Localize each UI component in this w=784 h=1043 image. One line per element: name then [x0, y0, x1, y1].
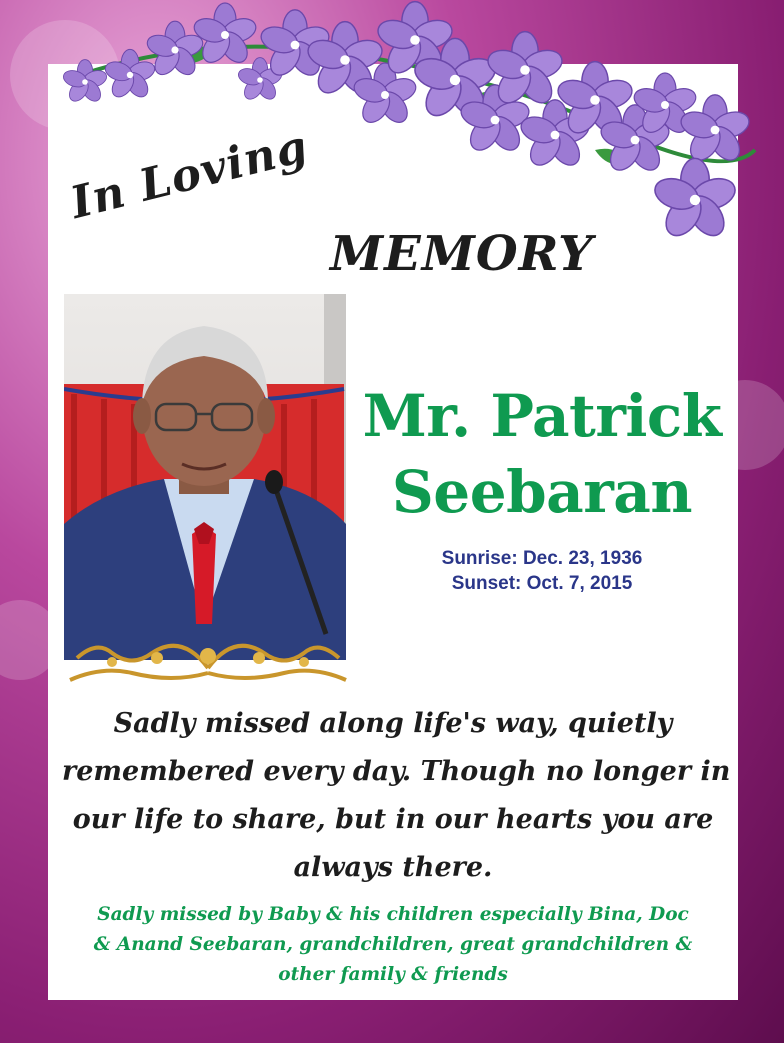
in-loving-title: In Loving: [65, 120, 314, 229]
sunrise-date: Sunrise: Dec. 23, 1936: [441, 548, 643, 569]
name-line-2: Seebaran: [391, 458, 693, 526]
tribute-line: & Anand Seebaran, grandchildren, great grandchildren &: [93, 934, 693, 955]
tribute-text: [60, 900, 726, 990]
poem-line: Sadly missed along life's way, quietly: [113, 708, 673, 739]
purple-flowers-icon: [55, 0, 765, 250]
name-line-1: Mr. Patrick: [362, 382, 722, 450]
tribute-line: other family & friends: [278, 964, 508, 985]
tribute-line: Sadly missed by Baby & his children especially Bina, Doc: [97, 904, 689, 925]
poem-line: our life to share, but in our hearts you are: [72, 804, 714, 835]
life-dates: [346, 546, 738, 596]
poem-line: remembered every day. Though no longer in: [62, 756, 731, 787]
gold-flourish-icon: [62, 628, 354, 688]
poem-line: always there.: [293, 852, 493, 883]
deceased-name: [346, 378, 738, 530]
memorial-poem: [62, 700, 731, 892]
memory-title: MEMORY: [330, 226, 594, 282]
sunset-date: Sunset: Oct. 7, 2015: [451, 573, 633, 594]
portrait-photo: [64, 294, 346, 660]
